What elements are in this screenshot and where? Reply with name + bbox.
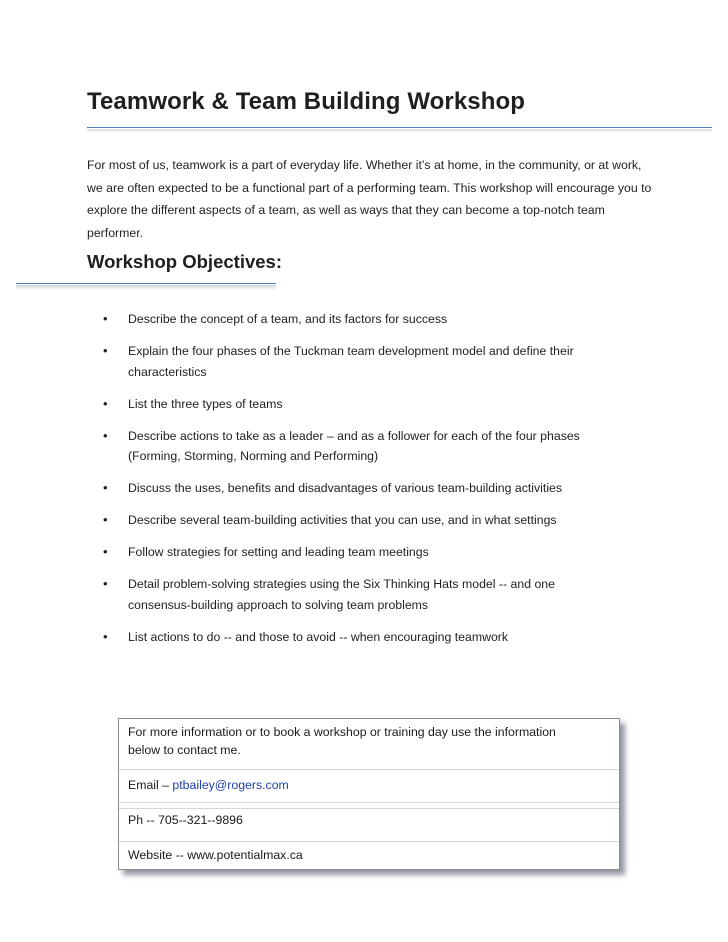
objective-item: [0, 574, 618, 615]
objective-text: Discuss the uses, benefits and disadvantages of various team-building activities: [128, 481, 563, 495]
bullet-icon: •: [103, 628, 108, 644]
objective-text: Describe several team-building activities that you can use, and in what settings: [128, 513, 557, 527]
objective-item: [0, 309, 618, 330]
contact-row-divider: [119, 769, 619, 770]
objective-item: [0, 394, 618, 415]
objective-text: Follow strategies for setting and leading team meetings: [128, 545, 429, 559]
contact-email-row: [119, 776, 619, 795]
bullet-icon: •: [103, 311, 108, 326]
contact-row-divider: [119, 841, 619, 842]
objective-text: Explain the four phases of the Tuckman team development model and define their characteristics: [128, 344, 574, 379]
bullet-icon: •: [103, 395, 108, 411]
document-title: Teamwork & Team Building Workshop: [87, 88, 526, 115]
bullet-icon: •: [103, 427, 108, 443]
objective-item: [0, 426, 618, 467]
contact-info-line-2: below to contact me.: [128, 743, 241, 757]
contact-phone: Ph -- 705--321--9896: [128, 813, 243, 827]
objective-text: Detail problem-solving strategies using the Six Thinking Hats model -- and one consensus-building approach to solving team problems: [128, 577, 555, 612]
contact-box: [118, 718, 620, 870]
bullet-icon: •: [103, 343, 108, 358]
bullet-icon: •: [103, 480, 108, 495]
email-link[interactable]: ptbailey@rogers.com: [172, 778, 289, 792]
bullet-icon: •: [103, 544, 108, 559]
bullet-icon: •: [103, 512, 108, 527]
bullet-icon: •: [103, 576, 108, 591]
objectives-underline-shadow: [16, 285, 276, 290]
title-underline-shadow: [87, 129, 712, 133]
objective-text: List the three types of teams: [128, 396, 283, 411]
objective-item: [0, 542, 618, 563]
contact-row-divider: [119, 808, 619, 809]
intro-paragraph: For most of us, teamwork is a part of everyday life. Whether it’s at home, in the community, or at work, we are often expected to be a functional part of a performing team. This workshop will encourage you to explore the different aspects of a team, as well as ways that they can become a top-notch team performer.: [87, 158, 652, 240]
objective-item: [0, 478, 618, 499]
objectives-underline: [16, 283, 276, 284]
contact-row-divider: [119, 802, 619, 803]
objective-item: [0, 627, 618, 648]
objective-text: List actions to do -- and those to avoid -- when encouraging teamwork: [128, 629, 509, 644]
contact-info-line-1: For more information or to book a workshop or training day use the information: [128, 725, 556, 739]
objectives-list: [0, 309, 728, 659]
contact-website: Website -- www.potentialmax.ca: [128, 848, 303, 862]
objective-item: [0, 510, 618, 531]
title-underline: [87, 127, 712, 128]
objective-text: Describe the concept of a team, and its factors for success: [128, 312, 448, 326]
objective-item: [0, 341, 618, 382]
objective-text: Describe actions to take as a leader – and as a follower for each of the four phases (Forming, Storming, Norming and Performing): [128, 428, 580, 463]
email-label: Email –: [128, 778, 173, 792]
objectives-heading: Workshop Objectives:: [87, 251, 282, 272]
